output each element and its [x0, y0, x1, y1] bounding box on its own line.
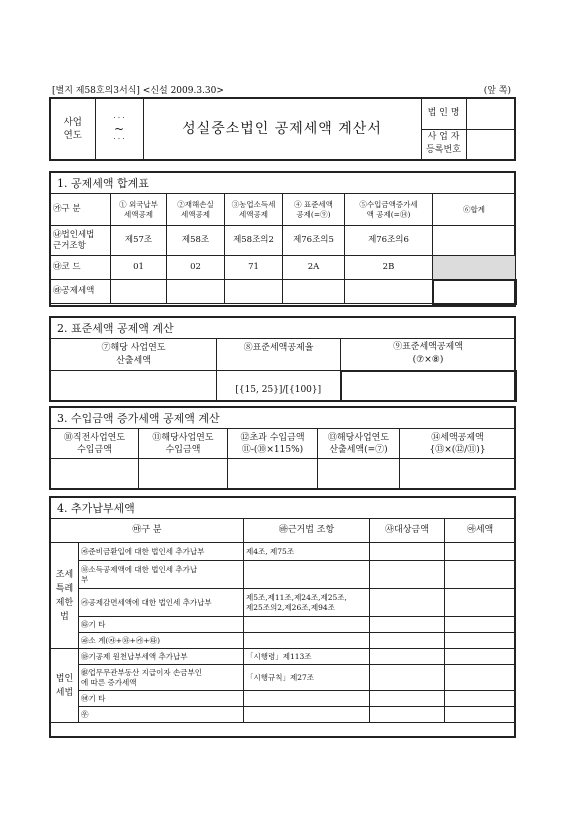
sec4-row-other2-target[interactable] [370, 691, 445, 707]
sec4-row-income-label: ㉷소득공제액에 대한 법인세 추가납 부 [79, 561, 244, 589]
sec3-head-curr-revenue: ⑪해당사업연도 수입금액 [139, 429, 228, 459]
sec1-head-disaster: ②재해손실 세액공제 [167, 194, 225, 226]
sec1-amount-standard[interactable] [283, 280, 345, 304]
sec1-head-agri: ③농업소득세 세액공제 [225, 194, 283, 226]
sec4-row-other1-label: ㉹기 타 [79, 617, 244, 633]
section-1 [49, 171, 516, 307]
sec4-row-withholding-law: 「시행령」제113조 [244, 649, 370, 665]
section-4 [49, 496, 516, 738]
sec1-head-revenue: ⑤수입금액증가세 액 공제(=⑭) [345, 194, 433, 226]
sec4-row-exempt-law: 제5조,제11조,제24조,제25조, 제25조의2,제26조,제94조 [244, 589, 370, 617]
sec4-row-last-target[interactable] [370, 707, 445, 723]
sec1-code-standard: 2A [283, 256, 345, 280]
sec1-code-total [433, 256, 516, 280]
sec4-head-law: ㉳근거법 조항 [244, 519, 370, 543]
sec1-code-revenue: 2B [345, 256, 433, 280]
sec4-row-other1-tax[interactable] [445, 617, 516, 633]
sec1-head-total: ⑥합계 [433, 194, 516, 226]
sec2-table [50, 317, 517, 402]
sec4-row-subtotal-tax[interactable] [445, 633, 516, 649]
sec4-row-realestate-tax[interactable] [445, 665, 516, 691]
sec4-row-withholding-label: ㉻기공제 원천납부세액 추가납부 [79, 649, 244, 665]
page-side-label: (앞 쪽) [483, 86, 511, 96]
sec4-row-other2-law [244, 691, 370, 707]
year-tilde: ~ [113, 122, 125, 136]
sec3-head-calc-tax: ⑬해당사업연도 산출세액(=⑦) [318, 429, 400, 459]
sec4-row-reserve-label: ㉶준비금환입에 대한 법인세 추가납부 [79, 543, 244, 561]
sec4-group-corp-tax: 법인 세법 [51, 649, 79, 723]
header-table [51, 99, 514, 159]
sec3-head-deduction: ⑭세액공제액 {⑬×(⑫/⑪)} [400, 429, 516, 459]
sec1-row-amount: ㉱공제세액 [51, 280, 111, 304]
sec3-deduction-field[interactable] [400, 459, 516, 489]
sec4-row-subtotal-label: ㉺소 계(㉶+㉷+㉸+㉹) [79, 633, 244, 649]
sec4-row-reserve-tax[interactable] [445, 543, 516, 561]
corp-name-label: 법 인 명 [421, 99, 466, 129]
sec1-table [50, 172, 517, 305]
sec4-head-target: ㉴대상금액 [370, 519, 445, 543]
sec3-curr-revenue-field[interactable] [139, 459, 228, 489]
sec4-row-reserve-law: 제4조, 제75조 [244, 543, 370, 561]
sec1-title: 1. 공제세액 합계표 [51, 173, 516, 194]
sec4-row-realestate-target[interactable] [370, 665, 445, 691]
sec2-deduction-field[interactable] [341, 371, 516, 401]
sec4-row-other2-tax[interactable] [445, 691, 516, 707]
sec1-head-foreign: ① 외국납부 세액공제 [111, 194, 167, 226]
sec4-table [50, 497, 516, 723]
sec2-rate-value: [{15, 25}]/[{100}] [217, 371, 341, 401]
year-dots-top: · · · [113, 114, 125, 122]
sec4-row-other2-label: ㉽기 타 [79, 691, 244, 707]
sec1-amount-total[interactable] [433, 280, 516, 304]
sec4-row-other1-target[interactable] [370, 617, 445, 633]
sec1-law-total [433, 226, 516, 256]
header-section [49, 97, 516, 161]
sec4-row-realestate-label: ㉼업무무관부동산 지급이자 손금부인 에 따른 증가세액 [79, 665, 244, 691]
form-label: [별지 제58호의3서식] <신설 2009.3.30> [52, 86, 224, 96]
biz-reg-label: 사 업 자 등록번호 [421, 129, 466, 159]
sec4-title: 4. 추가납부세액 [51, 498, 516, 519]
sec2-calc-tax-field[interactable] [51, 371, 217, 401]
sec4-row-last-label: ㉾ [79, 707, 244, 723]
sec3-table [50, 407, 516, 489]
sec4-group-special-tax: 조세 특례 제한 법 [51, 543, 79, 649]
sec1-amount-foreign[interactable] [111, 280, 167, 304]
sec4-head-gubun: ㉲구 분 [51, 519, 244, 543]
sec2-head-calc-tax: ⑦해당 사업연도 산출세액 [51, 339, 217, 371]
sec3-head-excess: ⑫초과 수입금액 ⑪-(⑩×115%) [228, 429, 318, 459]
sec1-head-standard: ④ 표준세액 공제(=⑨) [283, 194, 345, 226]
sec1-law-disaster: 제58조 [167, 226, 225, 256]
sec1-law-agri: 제58조의2 [225, 226, 283, 256]
sec1-row-gubun: ㉮구 분 [51, 194, 111, 226]
sec3-head-prev-revenue: ⑩직전사업연도 수입금액 [51, 429, 139, 459]
sec4-row-exempt-target[interactable] [370, 589, 445, 617]
form-title: 성실중소법인 공제세액 계산서 [143, 99, 421, 159]
sec4-row-last-law [244, 707, 370, 723]
sec4-row-realestate-law: 「시행규칙」제27조 [244, 665, 370, 691]
sec1-row-code: ㉰코 드 [51, 256, 111, 280]
sec4-row-subtotal-target[interactable] [370, 633, 445, 649]
sec1-code-foreign: 01 [111, 256, 167, 280]
sec1-law-standard: 제76조의5 [283, 226, 345, 256]
section-3 [49, 406, 516, 490]
year-dots-bottom: · · · [113, 135, 125, 143]
section-2 [49, 316, 516, 402]
sec1-amount-agri[interactable] [225, 280, 283, 304]
sec4-row-income-tax[interactable] [445, 561, 516, 589]
sec1-row-law: ㉯법인세법 근거조항 [51, 226, 111, 256]
sec4-head-tax: ㉵세액 [445, 519, 516, 543]
sec2-head-rate: ⑧표준세액공제율 [217, 339, 341, 371]
business-year-label: 사업 연도 [51, 99, 95, 159]
sec3-excess-field[interactable] [228, 459, 318, 489]
sec2-head-deduction: ⑨표준세액공제액 (⑦×⑧) [341, 339, 516, 371]
sec1-amount-disaster[interactable] [167, 280, 225, 304]
sec4-row-other1-law [244, 617, 370, 633]
sec1-law-revenue: 제76조의6 [345, 226, 433, 256]
business-year-period[interactable] [95, 99, 143, 159]
sec3-calc-tax-field[interactable] [318, 459, 400, 489]
sec1-amount-revenue[interactable] [345, 280, 433, 304]
sec4-row-exempt-tax[interactable] [445, 589, 516, 617]
sec4-row-last-tax[interactable] [445, 707, 516, 723]
sec4-row-reserve-target[interactable] [370, 543, 445, 561]
sec4-row-withholding-target[interactable] [370, 649, 445, 665]
sec4-row-income-law [244, 561, 370, 589]
sec4-row-subtotal-law [244, 633, 370, 649]
sec4-row-exempt-label: ㉸공제감면세액에 대한 법인세 추가납부 [79, 589, 244, 617]
sec1-code-disaster: 02 [167, 256, 225, 280]
sec3-title: 3. 수입금액 증가세액 공제액 계산 [51, 408, 516, 429]
corp-name-field[interactable] [466, 99, 514, 129]
sec4-row-income-target[interactable] [370, 561, 445, 589]
sec4-row-withholding-tax[interactable] [445, 649, 516, 665]
sec2-title: 2. 표준세액 공제액 계산 [51, 318, 516, 339]
biz-reg-field[interactable] [466, 129, 514, 159]
sec3-prev-revenue-field[interactable] [51, 459, 139, 489]
sec1-law-foreign: 제57조 [111, 226, 167, 256]
sec1-code-agri: 71 [225, 256, 283, 280]
